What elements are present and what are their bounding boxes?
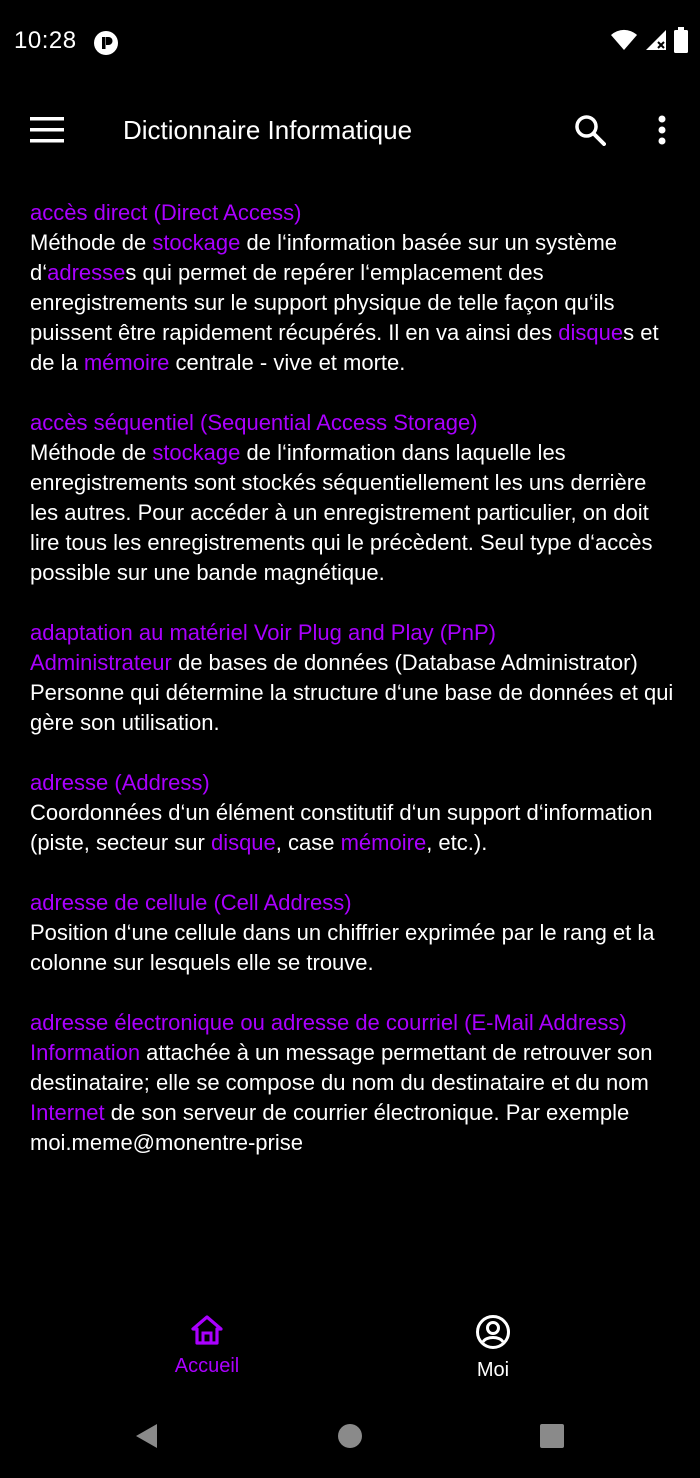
wifi-icon bbox=[610, 28, 638, 57]
battery-icon bbox=[674, 27, 688, 58]
home-icon bbox=[190, 1314, 224, 1351]
definition-text: Méthode de bbox=[30, 440, 153, 465]
system-navigation-bar bbox=[0, 1398, 700, 1478]
definition-text: de son serveur de courrier électronique. Par exemple moi.meme@monentre-prise bbox=[30, 1100, 630, 1155]
system-back-button[interactable] bbox=[130, 1422, 162, 1454]
definition-text: attachée à un message permettant de retrouver son destinataire; elle se compose du nom du destinataire et du nom bbox=[30, 1040, 653, 1095]
definition-link[interactable]: Information bbox=[30, 1040, 141, 1065]
entry-definition bbox=[30, 438, 680, 588]
menu-button[interactable] bbox=[18, 106, 76, 158]
entry-definition bbox=[30, 228, 680, 378]
nav-item-moi[interactable] bbox=[393, 1314, 593, 1392]
app-bar bbox=[0, 84, 700, 180]
definition-text: , etc.). bbox=[426, 830, 488, 855]
entry-title[interactable]: adaptation au matériel Voir Plug and Play (PnP) bbox=[30, 620, 496, 645]
nav-item-accueil[interactable] bbox=[107, 1314, 307, 1392]
signal-icon bbox=[644, 28, 668, 57]
entry-title[interactable]: accès séquentiel (Sequential Access Storage) bbox=[30, 410, 478, 435]
definition-link[interactable]: disque bbox=[210, 830, 276, 855]
search-button[interactable] bbox=[564, 106, 616, 158]
more-options-button[interactable] bbox=[640, 106, 684, 158]
definition-link[interactable]: mémoire bbox=[83, 350, 170, 375]
dictionary-entry[interactable] bbox=[30, 1008, 680, 1158]
status-icons bbox=[610, 28, 688, 56]
entry-title[interactable]: accès direct (Direct Access) bbox=[30, 200, 302, 225]
definition-link[interactable]: Internet bbox=[30, 1100, 105, 1125]
status-bar bbox=[0, 0, 700, 84]
back-icon bbox=[133, 1422, 159, 1455]
entry-title[interactable]: adresse électronique ou adresse de courriel (E-Mail Address) bbox=[30, 1010, 627, 1035]
account-circle-icon bbox=[475, 1314, 511, 1355]
status-time: 10:28 bbox=[14, 27, 77, 54]
nav-label: Accueil bbox=[174, 1355, 240, 1377]
dictionary-entry[interactable] bbox=[30, 198, 680, 378]
system-home-button[interactable] bbox=[334, 1422, 366, 1454]
dictionary-entry[interactable] bbox=[30, 408, 680, 588]
recents-icon bbox=[539, 1423, 565, 1454]
definition-text: s et de la bbox=[30, 320, 659, 375]
definition-text: de bases de données (Database Administrator) Personne qui détermine la structure d‘une base de données et qui gère son utilisation. bbox=[30, 650, 674, 735]
entry-definition bbox=[30, 1038, 680, 1158]
definition-text: s qui permet de repérer l‘emplacement des enregistrements sur le support physique de telle façon qu‘ils puissent être rapidement récupérés. Il en va ainsi des bbox=[30, 260, 615, 345]
definition-link[interactable]: adresse bbox=[47, 260, 126, 285]
definition-link[interactable]: Administrateur bbox=[30, 650, 172, 675]
entry-title[interactable]: adresse (Address) bbox=[30, 770, 210, 795]
definition-text: Coordonnées d‘un élément constitutif d‘un support d‘information (piste, secteur sur bbox=[30, 800, 653, 855]
definition-text: de l‘information basée sur un système d‘ bbox=[30, 230, 618, 285]
system-recents-button[interactable] bbox=[536, 1422, 568, 1454]
definition-link[interactable]: stockage bbox=[152, 230, 241, 255]
more-vert-icon bbox=[658, 115, 666, 150]
search-icon bbox=[574, 114, 606, 151]
nav-label: Moi bbox=[476, 1359, 510, 1381]
definition-text: , case bbox=[275, 830, 341, 855]
definition-text: Méthode de bbox=[30, 230, 153, 255]
dictionary-entry[interactable] bbox=[30, 888, 680, 978]
home-circle-icon bbox=[337, 1423, 363, 1454]
entry-definition bbox=[30, 648, 680, 738]
entry-title[interactable]: adresse de cellule (Cell Address) bbox=[30, 890, 352, 915]
definition-link[interactable]: disque bbox=[558, 320, 624, 345]
definition-text: de l‘information dans laquelle les enregistrements sont stockés séquentiellement les uns derrière les autres. Pour accéder à un enregistrement particulier, on doit lire tous les enregistrements qui le précèdent. Seul type d‘accès possible sur une bande magnétique. bbox=[30, 440, 653, 585]
definition-text: Position d‘une cellule dans un chiffrier exprimée par le rang et la colonne sur lesquels elle se trouve. bbox=[30, 920, 655, 975]
page-title: Dictionnaire Informatique bbox=[123, 115, 413, 145]
bottom-navigation bbox=[0, 1300, 700, 1398]
definition-text: centrale - vive et morte. bbox=[169, 350, 406, 375]
definition-link[interactable]: mémoire bbox=[340, 830, 427, 855]
dictionary-entry[interactable] bbox=[30, 768, 680, 858]
app-notification-icon bbox=[93, 30, 119, 56]
entry-definition bbox=[30, 798, 680, 858]
entry-definition bbox=[30, 918, 680, 978]
dictionary-list[interactable] bbox=[30, 198, 680, 1296]
menu-icon bbox=[30, 117, 64, 148]
dictionary-entry[interactable] bbox=[30, 618, 680, 738]
definition-link[interactable]: stockage bbox=[152, 440, 241, 465]
